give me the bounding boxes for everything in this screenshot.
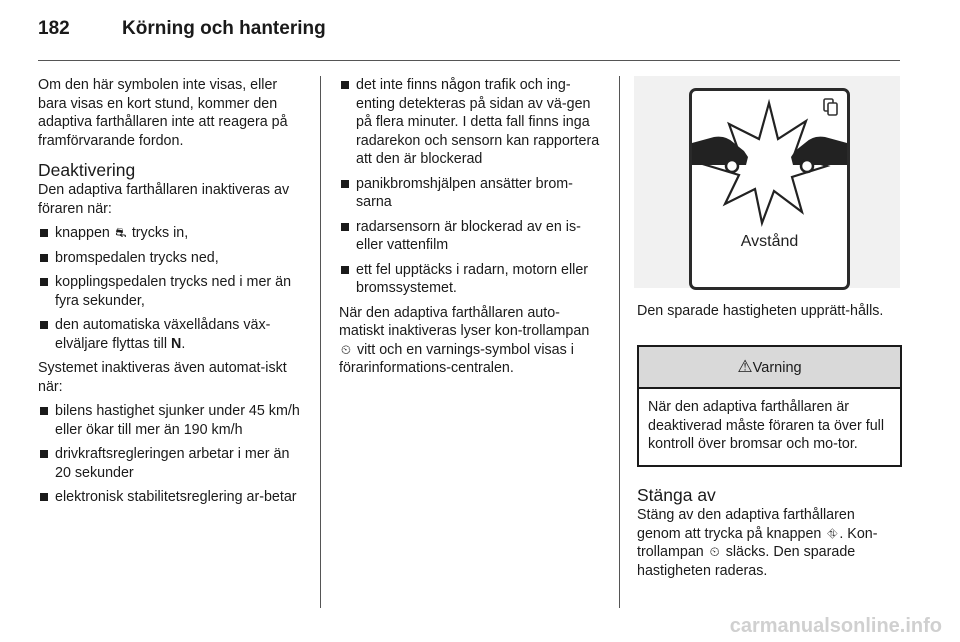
cruise-control-lamp-icon: ⏲ (709, 544, 720, 559)
column-1 (38, 76, 306, 513)
column-divider-right (619, 76, 620, 608)
page-title: Körning och hantering (122, 18, 326, 39)
warning-title: Varning (752, 360, 802, 376)
caption-block (637, 302, 899, 327)
turn-off-paragraph: Stäng av den adaptiva farthållaren genom att trycka på knappen ⛗ . Kon-trollampan ⏲ släcks. Den sparade hastigheten raderas. (637, 507, 878, 579)
header-rule (38, 60, 900, 61)
list-item: bromspedalen trycks ned, (38, 249, 306, 268)
driver-info-display (689, 88, 850, 290)
list-item: den automatiska växellådans väx-elväljare flyttas till N. (38, 316, 306, 353)
section-heading-turn-off: Stänga av (637, 485, 716, 505)
list-item: panikbromshjälpen ansätter brom-sarna (339, 175, 604, 212)
page-copy-icon (824, 99, 837, 115)
warning-triangle-icon: ⚠ (737, 357, 753, 376)
cruise-control-button-icon: ⛗ (827, 525, 838, 541)
column-divider-left (320, 76, 321, 608)
list-item: det inte finns någon trafik och ing-enting detekteras på sidan av vä-gen på flera minuter. I detta fall finns inga radarekon och sensorn kan rapportera att den är blockerad (339, 76, 604, 169)
warning-text: När den adaptiva farthållaren är deaktiverad måste föraren ta över full kontroll över bromsar och mo-tor. (648, 399, 885, 452)
list-item: bilens hastighet sjunker under 45 km/h eller ökar till mer än 190 km/h (38, 402, 306, 439)
display-distance-label: Avstånd (740, 233, 799, 250)
collision-warning-graphic (692, 91, 847, 287)
automatic-lead: Systemet inaktiveras även automat-iskt när: (38, 360, 287, 395)
warning-box (637, 345, 902, 467)
list-item: knappen ⛐ trycks in, (38, 224, 306, 243)
section-heading-deactivation: Deaktivering (38, 160, 136, 180)
warning-header (639, 347, 900, 389)
cruise-control-lamp-icon: ⏲ (340, 341, 352, 357)
list-item: ett fel upptäcks i radarn, motorn eller bromssystemet. (339, 261, 604, 298)
turn-off-section (637, 485, 901, 586)
column-2 (339, 76, 604, 384)
auto-deactivation-paragraph: När den adaptiva farthållaren auto-matiskt inaktiveras lyser kon-trollampan ⏲ vitt och en varnings-symbol visas i förarinformations-centralen. (339, 304, 590, 376)
cruise-control-distance-icon: ⛐ (115, 225, 127, 240)
list-item: kopplingspedalen trycks ned i mer än fyra sekunder, (38, 273, 306, 310)
intro-paragraph: Om den här symbolen inte visas, eller bara visas en kort stund, kommer den adaptiva farthållaren inte att reagera på framförvarande fordon. (38, 77, 288, 149)
deactivation-lead: Den adaptiva farthållaren inaktiveras av föraren när: (38, 182, 290, 217)
list-item: elektronisk stabilitetsreglering ar-betar (38, 488, 306, 507)
page-number: 182 (38, 18, 70, 39)
list-item: radarsensorn är blockerad av en is- eller vattenfilm (339, 218, 604, 255)
list-item: drivkraftsregleringen arbetar i mer än 20 sekunder (38, 445, 306, 482)
figure-caption: Den sparade hastigheten upprätt-hålls. (637, 303, 884, 319)
watermark: carmanualsonline.info (729, 615, 942, 637)
display-illustration (634, 76, 900, 288)
